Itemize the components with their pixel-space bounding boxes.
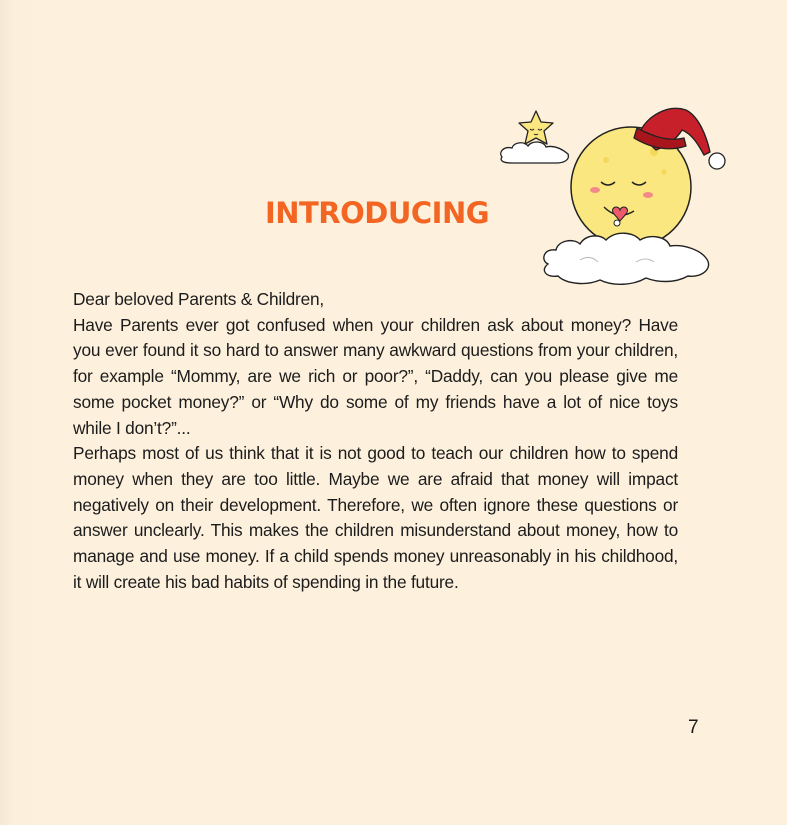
paragraph-1: Have Parents ever got confused when your children ask about money? Have you ever found it so hard to answer many awkward questions from your children, for example “Mommy, are we rich or poor?”, “Daddy, can you please give me some pocket money?” or “Why do some of my friends have a lot of nice toys while I don’t?”...	[73, 314, 678, 438]
cloud-icon	[544, 233, 709, 284]
page-number: 7	[688, 717, 699, 738]
body-text	[73, 287, 678, 595]
page-title: INTRODUCING	[264, 196, 490, 230]
moon-illustration	[496, 100, 732, 286]
small-cloud-icon	[501, 142, 569, 163]
star-icon	[519, 111, 553, 144]
paragraph-2: Perhaps most of us think that it is not good to teach our children how to spend money when they are too little. Maybe we are afraid that money will impact negatively on their development. Therefore, we often ignore these questions or answer unclearly. This makes the children misunderstand about money, how to manage and use money. If a child spends money unreasonably in his childhood, it will create his bad habits of spending in the future.	[73, 443, 678, 592]
greeting: Dear beloved Parents & Children,	[73, 289, 325, 309]
